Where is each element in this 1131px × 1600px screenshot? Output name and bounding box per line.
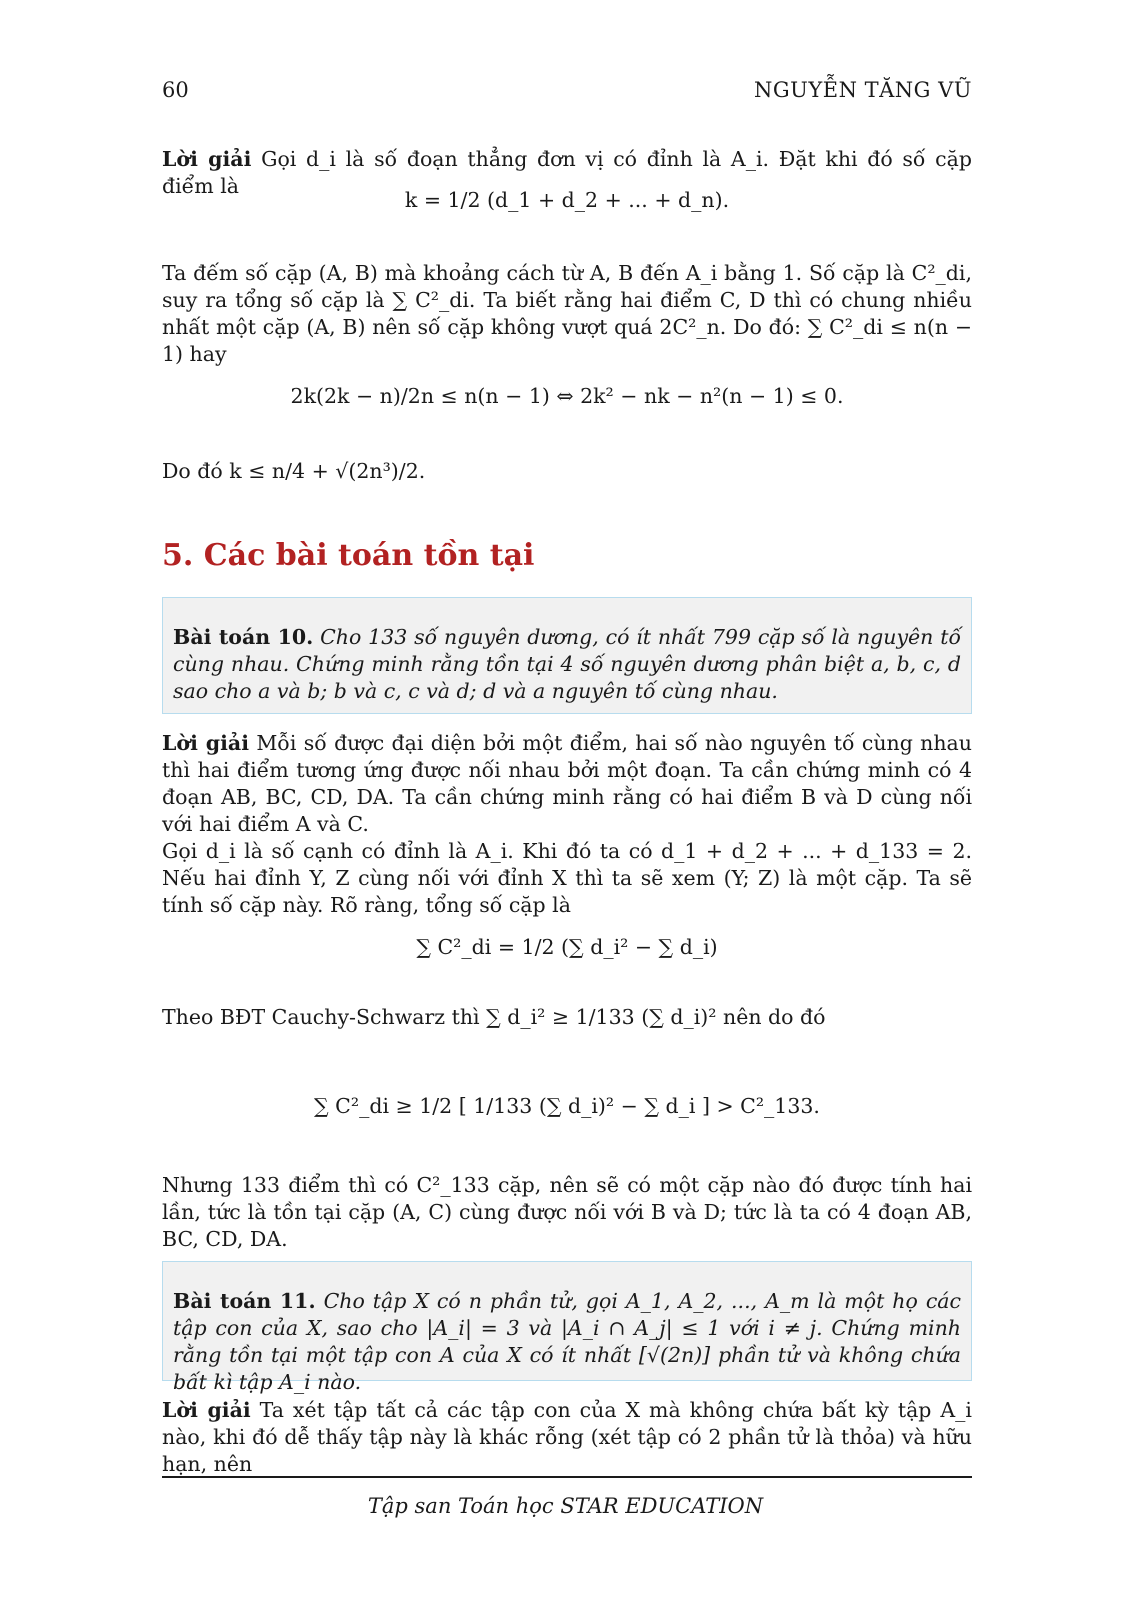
solution-1-intro-text: Gọi d_i là số đoạn thẳng đơn vị có đỉnh là A_i. Đặt khi đó số cặp điểm là <box>162 147 972 198</box>
solution-2-paragraph-3: Theo BĐT Cauchy-Schwarz thì ∑ d_i² ≥ 1/133 (∑ d_i)² nên do đó <box>162 1005 826 1029</box>
equation-cauchy-schwarz: ∑ C²_di ≥ 1/2 [ 1/133 (∑ d_i)² − ∑ d_i ] > C²_133. <box>314 1094 820 1118</box>
solution-3-text: Ta xét tập tất cả các tập con của X mà không chứa bất kỳ tập A_i nào, khi đó dễ thấy tập này là khác rỗng (xét tập có 2 phần tử là thỏa) và hữu hạn, nên <box>162 1398 972 1476</box>
solution-label: Lời giải <box>162 731 249 755</box>
equation-inequality: 2k(2k − n)/2n ≤ n(n − 1) ⇔ 2k² − nk − n²(n − 1) ≤ 0. <box>290 384 844 408</box>
running-header-author: NGUYỄN TĂNG VŨ <box>754 78 972 102</box>
solution-2-paragraph-4: Nhưng 133 điểm thì có C²_133 cặp, nên sẽ có một cặp nào đó được tính hai lần, tức là tồn tại cặp (A, C) cùng được nối với B và D; tức là ta có 4 đoạn AB, BC, CD, DA. <box>162 1173 972 1251</box>
problem-10-label: Bài toán 10. <box>173 625 314 649</box>
problem-11-text: Cho tập X có n phần tử, gọi A_1, A_2, ..., A_m là một họ các tập con của X, sao cho |A_i| = 3 và |A_i ∩ A_j| ≤ 1 với i ≠ j. Chứng minh rằng tồn tại một tập con A của X có ít nhất [√(2n)] phần tử và không chứa bất kì tập A_i nào. <box>173 1289 962 1394</box>
solution-2-p1-text: Mỗi số được đại diện bởi một điểm, hai số nào nguyên tố cùng nhau thì hai điểm tương ứng được nối nhau bởi một đoạn. Ta cần chứng minh có 4 đoạn AB, BC, CD, DA. Ta cần chứng minh rằng có hai điểm B và D cùng nối với hai điểm A và C. <box>162 731 972 836</box>
problem-11-box <box>162 1261 972 1394</box>
problem-10-box <box>162 597 972 714</box>
equation-sum-pairs: ∑ C²_di = 1/2 (∑ d_i² − ∑ d_i) <box>416 935 718 959</box>
solution-1-paragraph: Ta đếm số cặp (A, B) mà khoảng cách từ A, B đến A_i bằng 1. Số cặp là C²_di, suy ra tổng số cặp là ∑ C²_di. Ta biết rằng hai điểm C, D thì có chung nhiều nhất một cặp (A, B) nên số cặp không vượt quá 2C²_n. Do đó: ∑ C²_di ≤ n(n − 1) hay <box>162 261 972 366</box>
solution-label: Lời giải <box>162 147 252 171</box>
page-number: 60 <box>162 78 189 102</box>
footer-journal-title: Tập san Toán học STAR EDUCATION <box>367 1494 764 1518</box>
solution-label: Lời giải <box>162 1398 251 1422</box>
footer-rule <box>162 1476 972 1478</box>
solution-1-conclusion: Do đó k ≤ n/4 + √(2n³)/2. <box>162 459 426 483</box>
equation-k: k = 1/2 (d_1 + d_2 + ... + d_n). <box>404 188 730 212</box>
solution-2-paragraph-2: Gọi d_i là số cạnh có đỉnh là A_i. Khi đó ta có d_1 + d_2 + ... + d_133 = 2. Nếu hai đỉnh Y, Z cùng nối với đỉnh X thì ta sẽ xem (Y; Z) là một cặp. Ta sẽ tính số cặp này. Rõ ràng, tổng số cặp là <box>162 839 972 917</box>
section-heading: 5. Các bài toán tồn tại <box>162 538 535 573</box>
solution-2-paragraph-1 <box>162 730 972 838</box>
problem-10-text: Cho 133 số nguyên dương, có ít nhất 799 cặp số là nguyên tố cùng nhau. Chứng minh rằng tồn tại 4 số nguyên dương phân biệt a, b, c, d sao cho a và b; b và c, c và d; d và a nguyên tố cùng nhau. <box>173 625 961 703</box>
solution-3-paragraph <box>162 1397 972 1478</box>
problem-11-label: Bài toán 11. <box>173 1289 316 1313</box>
